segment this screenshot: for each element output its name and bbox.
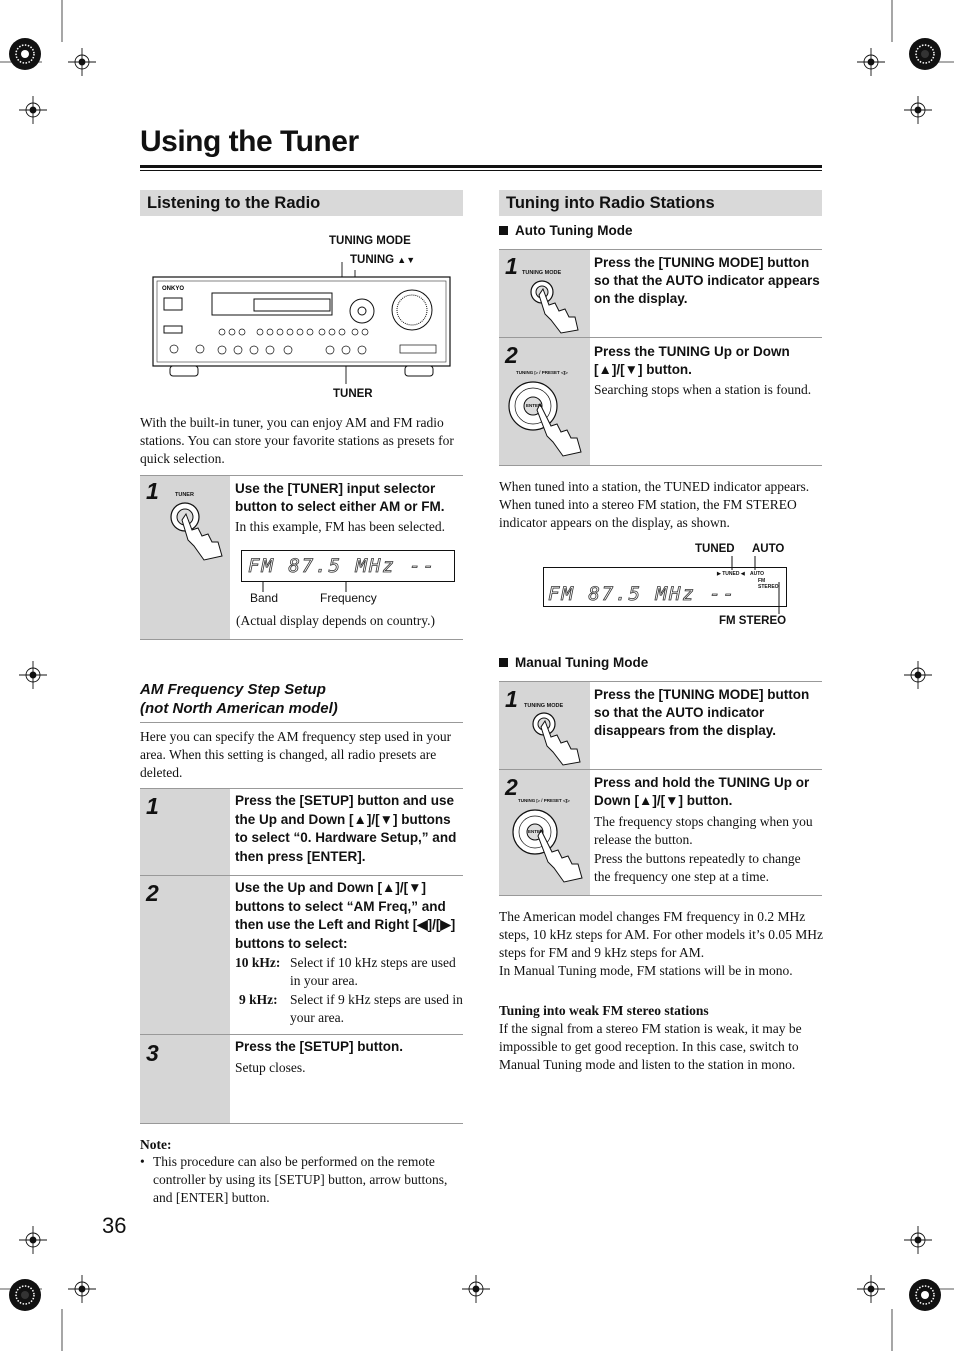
option-desc: Select if 10 kHz steps are used in your area. [290, 955, 456, 988]
button-label: TUNING ▷ / PRESET ◁▷ [518, 798, 570, 803]
option-desc: Select if 9 kHz steps are used in your area. [290, 992, 463, 1025]
crosshair [19, 1226, 47, 1254]
hand-pressing-button-icon [168, 500, 230, 562]
lcd-fm-stereo-indicator: FM STEREO [758, 578, 779, 590]
button-label: TUNING ▷ / PRESET ◁▷ [516, 370, 568, 375]
up-down-arrow-icon: ▲▼ [397, 255, 416, 265]
button-label: TUNER [175, 492, 194, 498]
mono-paragraph: In Manual Tuning mode, FM stations will be in mono. [499, 963, 793, 978]
note-text: This procedure can also be performed on the remote controller by using its [SETUP] button, arrow buttons, and [ENTER] button. [153, 1154, 448, 1205]
frequency-label: Frequency [320, 591, 377, 605]
lcd-display [241, 550, 455, 582]
starburst-top-right [909, 38, 941, 70]
step-number: 2 [505, 774, 518, 800]
frequency-step-paragraph: The American model changes FM frequency in 0.2 MHz steps, 10 kHz steps for AM. For other models it’s 0.05 MHz steps for FM and 9 kHz steps for AM. [499, 909, 823, 960]
step-heading: Press the [TUNING MODE] button so that the AUTO indicator disappears from the display. [594, 687, 810, 738]
lcd-text: FM 87.5 MHz -- [248, 555, 437, 577]
display-note: (Actual display depends on country.) [236, 613, 435, 628]
step-number: 3 [146, 1040, 159, 1066]
starburst-bottom-right [909, 1279, 941, 1311]
step-body: The frequency stops changing when you release the button. [594, 814, 813, 847]
crosshair [68, 48, 96, 76]
step-heading: Use the Up and Down [▲]/[▼] buttons to select “AM Freq,” and then use the Left and Right [◀]/[▶] buttons to select: [235, 880, 456, 951]
square-bullet-icon [499, 226, 508, 235]
title-rule [140, 165, 822, 168]
crosshair [857, 1275, 885, 1303]
crosshair [904, 96, 932, 124]
lcd-display-with-indicators [543, 567, 787, 607]
auto-tuning-heading-text: Auto Tuning Mode [515, 223, 633, 238]
step-heading: Press the [TUNING MODE] button so that the AUTO indicator appears on the display. [594, 255, 820, 306]
step-body: In this example, FM has been selected. [235, 519, 445, 534]
band-label: Band [250, 591, 279, 605]
enter-label: ENTER [528, 829, 544, 834]
step-number: 1 [505, 686, 518, 712]
step-body: Setup closes. [235, 1060, 306, 1075]
step-number: 2 [146, 880, 159, 906]
intro-paragraph: With the built-in tuner, you can enjoy AM and FM radio stations. You can store your favorite stations as presets for quick selection. [140, 415, 454, 466]
hand-pressing-dial-icon [505, 378, 590, 458]
crosshair [857, 48, 885, 76]
crosshair [68, 1275, 96, 1303]
am-setup-title [140, 680, 338, 718]
crosshair [462, 1275, 490, 1303]
starburst-top-left [9, 38, 41, 70]
section-title-listening: Listening to the Radio [140, 190, 463, 216]
weak-stereo-text: If the signal from a stereo FM station is weak, it may be impossible to get good reception. In this case, switch to Manual Tuning mode and listen to the station in mono. [499, 1021, 802, 1072]
auto-tuning-heading [499, 223, 632, 238]
step-number: 1 [146, 478, 159, 504]
crosshair [904, 1226, 932, 1254]
hand-pressing-button-icon [530, 710, 590, 766]
auto-label: AUTO [752, 543, 785, 555]
option-key: 10 kHz: [235, 955, 281, 970]
step-body: Press the buttons repeatedly to change the frequency one step at a time. [594, 851, 801, 884]
step-heading: Use the [TUNER] input selector button to select either AM or FM. [235, 481, 445, 514]
am-setup-intro: Here you can specify the AM frequency step used in your area. When this setting is changed, all radio presets are deleted. [140, 729, 452, 780]
receiver-illustration [150, 262, 455, 387]
title-rule-thin [140, 170, 822, 171]
enter-label: ENTER [526, 403, 542, 408]
step-heading: Press the [SETUP] button. [235, 1039, 404, 1054]
button-label: TUNING MODE [524, 703, 564, 709]
step-number: 1 [505, 253, 518, 279]
square-bullet-icon [499, 658, 508, 667]
page-title: Using the Tuner [140, 125, 359, 158]
weak-stereo-heading: Tuning into weak FM stereo stations [499, 1003, 709, 1018]
crosshair [19, 661, 47, 689]
am-setup-title-line2: (not North American model) [140, 700, 338, 717]
note-bullet: • [140, 1154, 145, 1169]
tuned-label: TUNED [695, 543, 735, 555]
lcd-auto-indicator: AUTO [750, 571, 765, 577]
brand-logo: ONKYO [162, 286, 185, 292]
option-key: 9 kHz: [239, 992, 278, 1007]
step-number: 2 [505, 342, 518, 368]
callout-tuning-text: TUNING [350, 254, 395, 266]
lcd-text: FM 87.5 MHz -- [548, 583, 737, 605]
step-body: Searching stops when a station is found. [594, 382, 812, 397]
fm-stereo-label: FM STEREO [719, 615, 787, 627]
hand-pressing-button-icon [528, 278, 588, 334]
button-label: TUNING MODE [522, 270, 562, 276]
step-heading: Press and hold the TUNING Up or Down [▲]/[▼] button. [594, 775, 810, 808]
hand-pressing-dial-icon [507, 806, 592, 886]
callout-tuning-mode: TUNING MODE [329, 235, 411, 247]
callout-tuner: TUNER [333, 388, 373, 400]
step-number: 1 [146, 793, 159, 819]
step-heading: Press the [SETUP] button and use the Up and Down [▲]/[▼] buttons to select “0. Hardware Setup,” and then press [ENTER]. [235, 793, 457, 864]
manual-tuning-heading-text: Manual Tuning Mode [515, 655, 649, 670]
am-setup-title-line1: AM Frequency Step Setup [140, 681, 326, 698]
crosshair [904, 661, 932, 689]
tuned-indicator-paragraph: When tuned into a station, the TUNED indicator appears. When tuned into a stereo FM station, the FM STEREO indicator appears on the display, as shown. [499, 479, 810, 530]
crosshair [19, 96, 47, 124]
note-title: Note: [140, 1137, 172, 1152]
starburst-bottom-left [9, 1279, 41, 1311]
section-title-tuning: Tuning into Radio Stations [499, 190, 822, 216]
page-number: 36 [102, 1213, 127, 1238]
lcd-tuned-indicator: ▶ TUNED ◀ [717, 571, 745, 577]
manual-tuning-heading [499, 655, 648, 670]
step-heading: Press the TUNING Up or Down [▲]/[▼] button. [594, 344, 790, 377]
